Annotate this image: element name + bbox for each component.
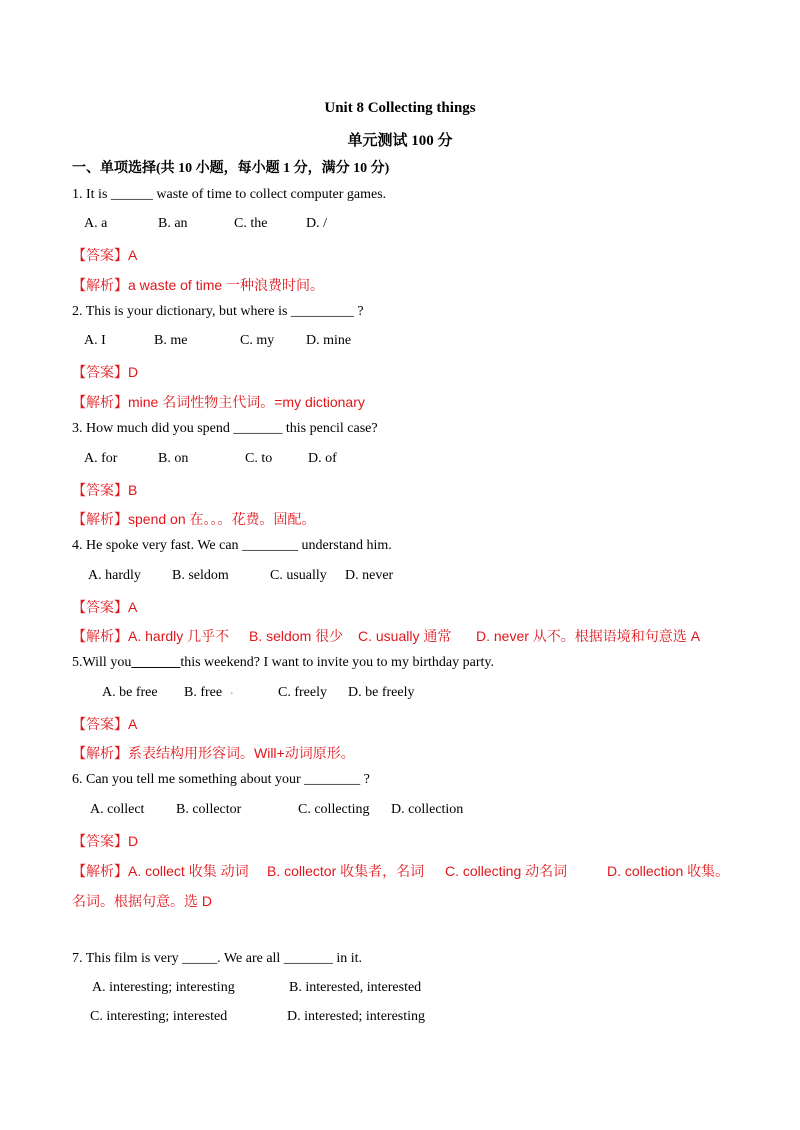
- question-3-option-c: C. to: [245, 451, 273, 466]
- question-2-answer: 【答案】D: [72, 364, 139, 380]
- question-7-option-b: B. interested, interested: [289, 980, 422, 995]
- question-4-answer: 【答案】A: [72, 599, 138, 615]
- question-3-analysis: 【解析】spend on 在。。。花费。固配。: [72, 511, 316, 527]
- question-5-option-d: D. be freely: [348, 685, 415, 700]
- question-1-option-b: B. an: [158, 216, 188, 231]
- question-7-option-d: D. interested; interesting: [287, 1009, 426, 1024]
- question-3-option-d: D. of: [308, 451, 337, 466]
- question-5-option-a: A. be free: [102, 685, 158, 700]
- question-5-stem-end: this weekend? I want to invite you to my birthday party.: [180, 655, 494, 670]
- question-6-option-a: A. collect: [90, 802, 145, 817]
- question-3-option-a: A. for: [84, 451, 118, 466]
- question-1-option-d: D. /: [306, 216, 327, 231]
- question-6-analysis-continued: 名词。根据句意。选 D: [72, 893, 212, 909]
- question-4-analysis-b: B. seldom 很少: [249, 628, 344, 644]
- question-5-stem: [72, 655, 494, 671]
- question-5-blank: _______: [131, 655, 181, 670]
- question-7-stem: 7. This film is very _____. We are all _______ in it.: [72, 951, 362, 966]
- question-5-stem-start: 5.Will you: [72, 655, 132, 670]
- document-subtitle: 单元测试 100 分: [347, 133, 453, 149]
- question-6-analysis-d: D. collection 收集。: [607, 863, 730, 879]
- section-heading: 一、单项选择(共 10 小题，每小题 1 分，满分 10 分): [72, 161, 390, 176]
- question-4-option-c: C. usually: [270, 568, 327, 583]
- question-6-analysis-a: 【解析】A. collect 收集 动词: [72, 863, 249, 879]
- question-4-option-d: D. never: [345, 568, 394, 583]
- question-6-option-c: C. collecting: [298, 802, 370, 817]
- question-5-analysis: 【解析】系表结构用形容词。Will+动词原形。: [72, 745, 355, 761]
- question-1-option-a: A. a: [84, 216, 108, 231]
- question-7-option-a: A. interesting; interesting: [92, 980, 235, 995]
- question-7-option-c: C. interesting; interested: [90, 1009, 228, 1024]
- question-2-option-a: A. I: [84, 333, 106, 348]
- question-1-option-c: C. the: [234, 216, 268, 231]
- question-6-stem: 6. Can you tell me something about your ________ ?: [72, 772, 370, 787]
- question-2-option-b: B. me: [154, 333, 188, 348]
- question-4-analysis-c: C. usually 通常: [358, 628, 452, 644]
- question-1-answer: 【答案】A: [72, 247, 138, 263]
- question-2-option-d: D. mine: [306, 333, 352, 348]
- question-3-stem: 3. How much did you spend _______ this pencil case?: [72, 421, 378, 436]
- question-4-option-a: A. hardly: [88, 568, 141, 583]
- question-3-option-b: B. on: [158, 451, 189, 466]
- question-3-answer: 【答案】B: [72, 482, 138, 498]
- question-6-analysis-b: B. collector 收集者，名词: [267, 863, 425, 879]
- question-4-stem: 4. He spoke very fast. We can ________ understand him.: [72, 538, 392, 553]
- question-4-option-b: B. seldom: [172, 568, 229, 583]
- question-1-stem: 1. It is ______ waste of time to collect computer games.: [72, 187, 387, 202]
- question-2-analysis: 【解析】mine 名词性物主代词。=my dictionary: [72, 394, 365, 410]
- question-2-option-c: C. my: [240, 333, 275, 348]
- question-2-stem: 2. This is your dictionary, but where is _________ ?: [72, 304, 364, 319]
- question-5-option-b: B. free: [184, 685, 223, 700]
- question-6-option-d: D. collection: [391, 802, 464, 817]
- question-4-analysis-a: 【解析】A. hardly 几乎不: [72, 628, 230, 644]
- question-5-option-c: C. freely: [278, 685, 327, 700]
- question-6-option-b: B. collector: [176, 802, 242, 817]
- question-6-answer: 【答案】D: [72, 833, 139, 849]
- question-1-analysis: 【解析】a waste of time 一种浪费时间。: [72, 277, 325, 293]
- question-5-stray-dot: .: [230, 683, 234, 698]
- document-title: Unit 8 Collecting things: [324, 100, 476, 116]
- question-6-analysis-c: C. collecting 动名词: [445, 863, 568, 879]
- question-5-answer: 【答案】A: [72, 716, 138, 732]
- question-4-analysis-d: D. never 从不。根据语境和句意选 A: [476, 628, 701, 644]
